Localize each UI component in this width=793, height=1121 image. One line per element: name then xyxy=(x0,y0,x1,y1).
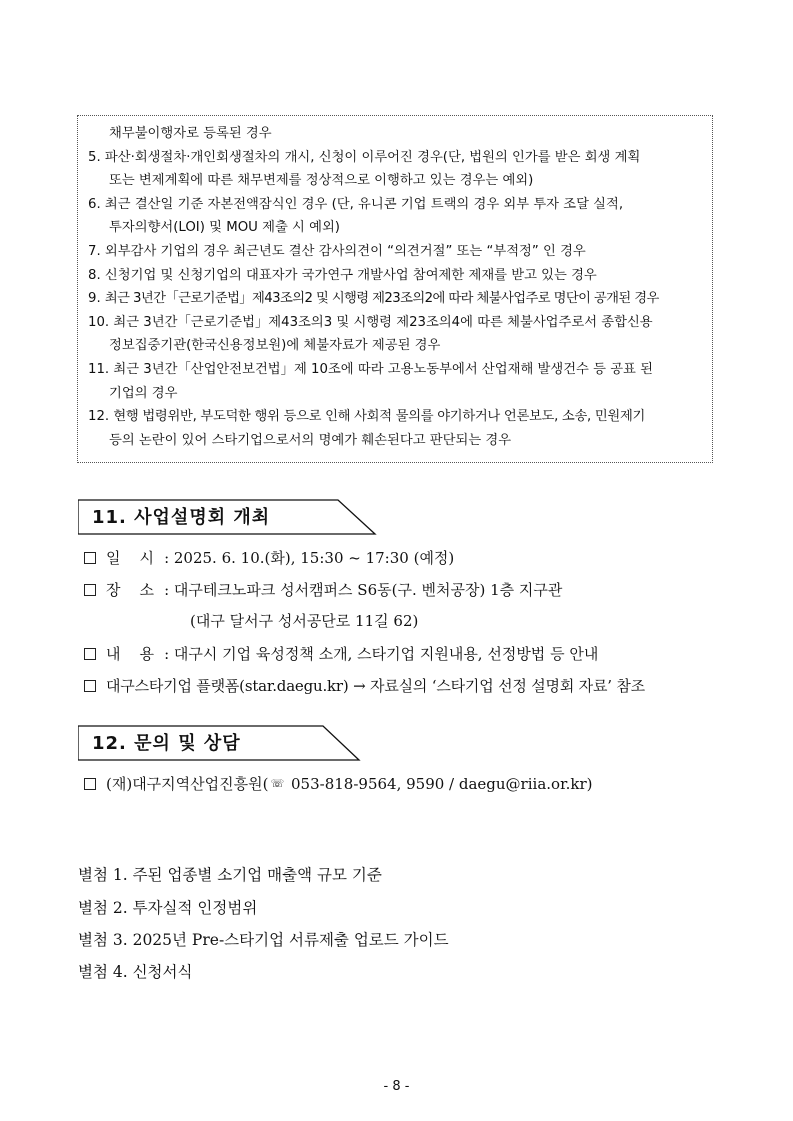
event-content-row xyxy=(84,643,598,664)
item-number: 10. xyxy=(88,314,114,330)
date-value: : 2025. 6. 10.(화), 15:30 ~ 17:30 (예정) xyxy=(164,549,455,567)
list-item xyxy=(88,311,704,335)
checkbox-bullet xyxy=(84,648,96,660)
phone-icon: ☏ xyxy=(270,777,285,790)
eligibility-exclusion-box xyxy=(77,115,713,463)
contact-details: 053-818-9564, 9590 / daegu@riia.or.kr) xyxy=(286,774,593,793)
date-label: 일 시 xyxy=(106,549,155,567)
content-label: 내 용 xyxy=(106,645,155,663)
list-item xyxy=(88,122,704,146)
item-continuation: 또는 변제계획에 따른 채무변제를 정상적으로 이행하고 있는 경우는 예외) xyxy=(109,173,534,189)
checkbox-bullet xyxy=(84,584,96,596)
item-text: 최근 3년간「근로기준법」제43조의2 및 시행령 제23조의2에 따라 체불사업주로 명단이 공개된 경우 xyxy=(104,291,659,307)
section-11-header xyxy=(78,499,378,535)
list-item xyxy=(88,240,704,264)
list-item xyxy=(88,146,704,170)
item-text: 현행 법령위반, 부도덕한 행위 등으로 인해 사회적 물의를 야기하거나 언론보도, 소송, 민원제기 xyxy=(113,409,646,425)
place-value: : 대구테크노파크 성서캠퍼스 S6동(구. 벤처공장) 1층 지구관 xyxy=(164,581,563,599)
event-date-row xyxy=(84,547,454,568)
item-text: 최근 3년간「산업안전보건법」제 10조에 따라 고용노동부에서 산업재해 발생건수 등 공표 된 xyxy=(113,361,653,377)
item-text: 최근 3년간「근로기준법」제43조의3 및 시행령 제23조의4에 따른 체불사업주로서 종합신용 xyxy=(113,314,653,330)
item-number: 7. xyxy=(88,243,105,259)
item-number: 12. xyxy=(88,409,114,425)
event-place-row xyxy=(84,579,562,600)
item-number: 11. xyxy=(88,361,114,377)
section-12-header xyxy=(78,725,362,761)
place-label: 장 소 xyxy=(106,581,155,599)
platform-note: 대구스타기업 플랫폼(star.daegu.kr) → 자료실의 ‘스타기업 선정 설명회 자료’ 참조 xyxy=(106,677,645,695)
attachment-item: 별첨 1. 주된 업종별 소기업 매출액 규모 기준 xyxy=(78,866,382,884)
item-number: 9. xyxy=(88,291,105,307)
list-item xyxy=(88,405,704,429)
checkbox-bullet xyxy=(84,680,96,692)
item-number: 8. xyxy=(88,267,105,283)
content-value: : 대구시 기업 육성정책 소개, 스타기업 지원내용, 선정방법 등 안내 xyxy=(164,645,599,663)
event-address: (대구 달서구 성서공단로 11길 62) xyxy=(190,612,419,630)
platform-note-row xyxy=(84,675,645,696)
item-number: 6. xyxy=(88,196,105,212)
item-continuation: 등의 논란이 있어 스타기업으로서의 명예가 훼손된다고 판단되는 경우 xyxy=(109,432,512,448)
item-text: 신청기업 및 신청기업의 대표자가 국가연구 개발사업 참여제한 제재를 받고 있는 경우 xyxy=(104,267,597,283)
attachment-item: 별첨 4. 신청서식 xyxy=(78,963,193,981)
item-text: 파산·회생절차·개인회생절차의 개시, 신청이 이루어진 경우(단, 법원의 인가를 받은 회생 계획 xyxy=(104,149,641,165)
list-item xyxy=(88,264,704,288)
item-continuation: 투자의향서(LOI) 및 MOU 제출 시 예외) xyxy=(109,220,340,236)
section-title: 11. 사업설명회 개최 xyxy=(92,507,271,528)
item-text: 최근 결산일 기준 자본전액잠식인 경우 (단, 유니콘 기업 트랙의 경우 외부 투자 조달 실적, xyxy=(104,196,624,212)
contact-row xyxy=(84,773,592,794)
contact-organization: (재)대구지역산업진흥원( xyxy=(106,775,269,793)
attachment-item: 별첨 2. 투자실적 인정범위 xyxy=(78,899,258,917)
item-text: 외부감사 기업의 경우 최근년도 결산 감사의견이 “의견거절” 또는 “부적정” 인 경우 xyxy=(104,243,586,259)
list-item xyxy=(88,193,704,217)
item-continuation: 정보집중기관(한국신용정보원)에 체불자료가 제공된 경우 xyxy=(109,338,441,354)
item-text: 채무불이행자로 등록된 경우 xyxy=(109,126,272,141)
attachment-item: 별첨 3. 2025년 Pre-스타기업 서류제출 업로드 가이드 xyxy=(78,931,449,949)
checkbox-bullet xyxy=(84,552,96,564)
list-item xyxy=(88,358,704,382)
page-number: - 8 - xyxy=(383,1079,410,1094)
section-title: 12. 문의 및 상담 xyxy=(92,733,241,754)
checkbox-bullet xyxy=(84,778,96,790)
item-continuation: 기업의 경우 xyxy=(109,385,178,401)
item-number: 5. xyxy=(88,149,105,165)
list-item xyxy=(88,287,704,311)
